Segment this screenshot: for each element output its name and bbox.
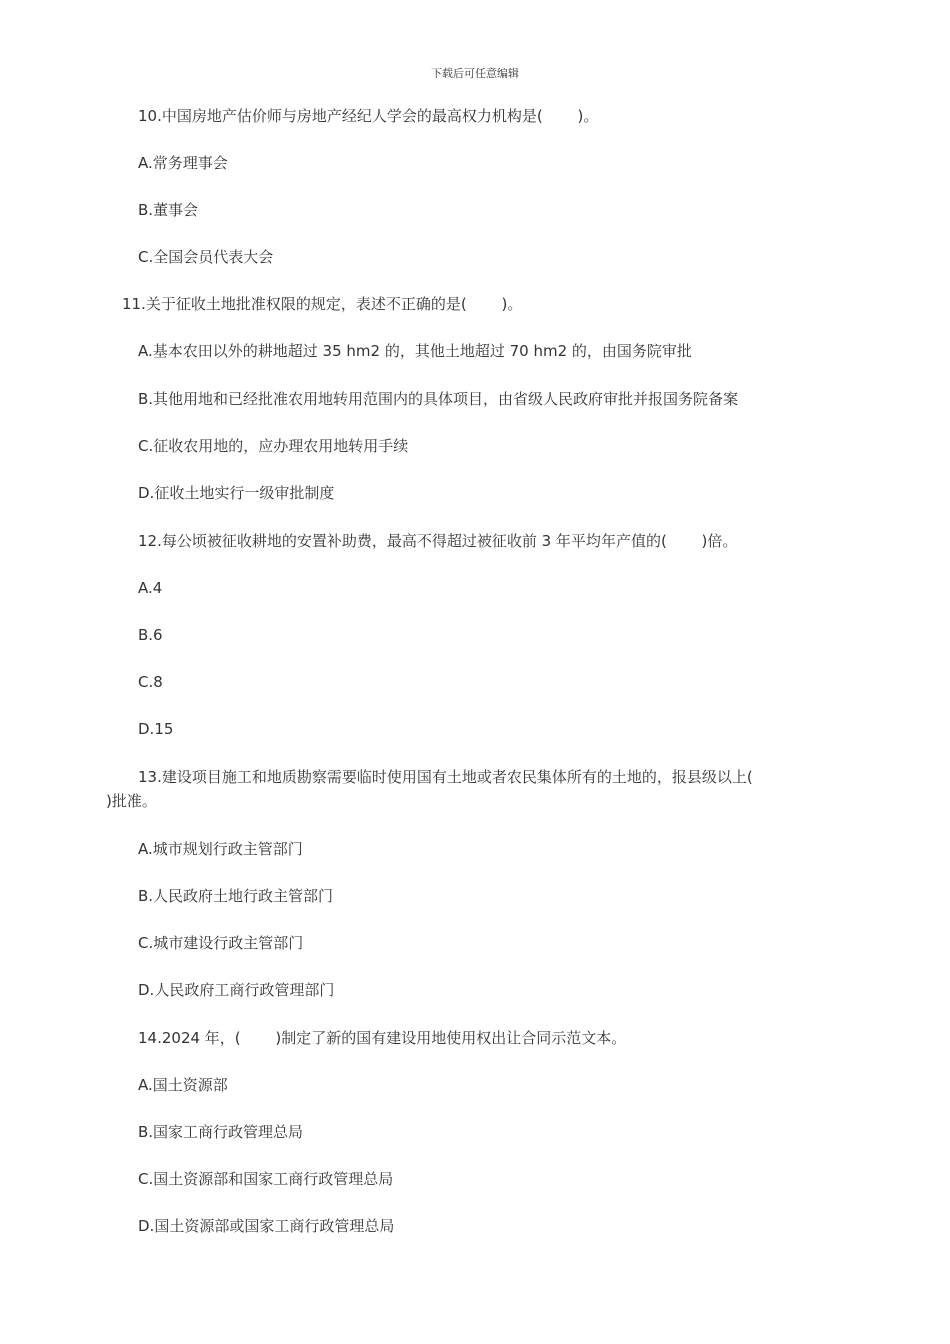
question-13-option-a: A.城市规划行政主管部门	[138, 840, 303, 858]
question-10-option-a: A.常务理事会	[138, 154, 228, 172]
question-13-option-b: B.人民政府土地行政主管部门	[138, 887, 334, 905]
question-14-option-a: A.国土资源部	[138, 1076, 228, 1094]
question-13-option-d: D.人民政府工商行政管理部门	[138, 981, 335, 999]
question-14-option-d: D.国土资源部或国家工商行政管理总局	[138, 1217, 395, 1235]
question-13-stem-line1: 13.建设项目施工和地质勘察需要临时使用国有土地或者农民集体所有的土地的，报县级以上(	[138, 768, 753, 786]
question-12-stem: 12.每公顷被征收耕地的安置补助费，最高不得超过被征收前 3 年平均年产值的( )倍。	[138, 532, 738, 550]
page-header: 下载后可任意编辑	[431, 67, 519, 80]
question-11-option-c: C.征收农用地的，应办理农用地转用手续	[138, 437, 409, 455]
question-11-option-b: B.其他用地和已经批准农用地转用范围内的具体项目，由省级人民政府审批并报国务院备案	[138, 390, 739, 408]
question-14-option-c: C.国土资源部和国家工商行政管理总局	[138, 1170, 394, 1188]
question-14-option-b: B.国家工商行政管理总局	[138, 1123, 304, 1141]
question-12-option-a: A.4	[138, 579, 163, 597]
question-10-stem: 10.中国房地产估价师与房地产经纪人学会的最高权力机构是( )。	[138, 107, 599, 125]
question-11-stem: 11.关于征收土地批准权限的规定，表述不正确的是( )。	[122, 295, 523, 313]
question-13-option-c: C.城市建设行政主管部门	[138, 934, 304, 952]
question-11-option-a: A.基本农田以外的耕地超过 35 hm2 的，其他土地超过 70 hm2 的，由国务院审批	[138, 342, 692, 360]
question-10-option-b: B.董事会	[138, 201, 199, 219]
question-13-stem-line2: )批准。	[106, 792, 157, 810]
question-12-option-c: C.8	[138, 673, 163, 691]
question-12-option-d: D.15	[138, 720, 174, 738]
question-12-option-b: B.6	[138, 626, 163, 644]
question-10-option-c: C.全国会员代表大会	[138, 248, 274, 266]
question-11-option-d: D.征收土地实行一级审批制度	[138, 484, 335, 502]
question-14-stem: 14.2024 年，( )制定了新的国有建设用地使用权出让合同示范文本。	[138, 1029, 627, 1047]
